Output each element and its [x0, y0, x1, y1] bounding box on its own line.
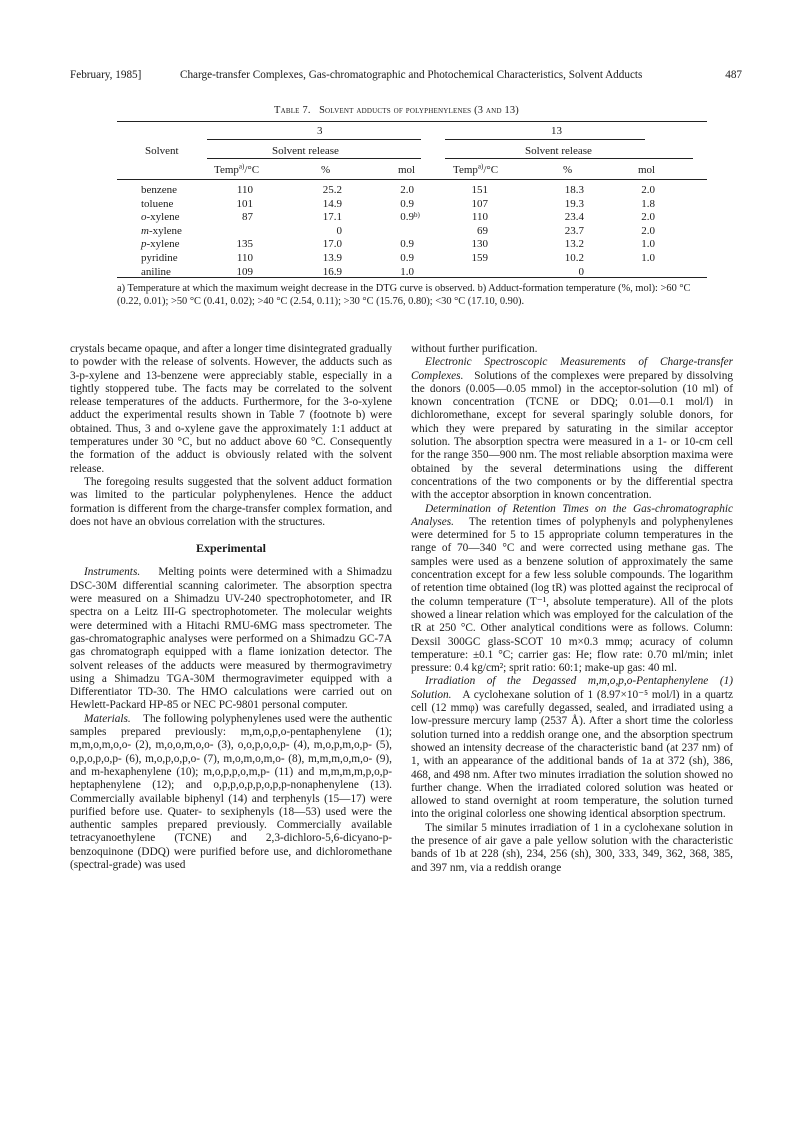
col-mol13: mol [638, 164, 656, 176]
left-paragraph-1: crystals became opaque, and after a longer time disintegrated gradually to powder with the release of solvents. However, the adducts such as 3-p-xylene and 13-benzene were appreciably stable, especially in a tightly stoppered tube. The facts may be correlated to the solvent release temperatures of the adducts. Furthermore, for the 3-o-xylene adduct the experimental results shown in Table 7 (footnote b) were obtained. Thus, 3 and o-xylene gave the approximately 1:1 adduct at temperatures under 30 °C, but no adduct above 60 °C. Consequently the formation of the adduct is obviously related with the solvent release. [70, 343, 392, 475]
table-cell-solvent: toluene [141, 197, 174, 210]
table-cell-t3: 87 [242, 211, 253, 224]
table-cell-t3: 101 [236, 197, 253, 210]
table-cell-p3: 13.9 [322, 252, 342, 264]
col-solvent-header: Solvent [145, 145, 179, 157]
table-cell-m3: 2.0 [400, 184, 414, 196]
irradiation-paragraph: Irradiation of the Degassed m,m,o,p,o-Pentaphenylene (1) Solution. A cyclohexane solution of 1 (8.97×10⁻⁵ mol/l) in a quartz cell (12 mmφ) was carefully degassed, sealed, and irradiated using a low-pressure mercury lamp (2537 Å). After a short time the colorless solution turned into a reddish orange one, and the absorption spectrum showed an intensity decrease of the characteristic band (at 237 nm) of 1, with an appearance of the additional bands of 1a at 372 (sh), 386, 468, and 498 nm. After two minutes irradiation the solution showed no further change. When the irradiated colored solution was heated or allowed to stand overnight at room temperature, the solution turned into the original colorless one showing identical absorption spectrum. [411, 675, 733, 821]
right-column [411, 343, 733, 875]
table-title: Solvent adducts of polyphenylenes (3 and 13) [319, 105, 519, 116]
col-temp3: Temp$^{a)}$/°C [214, 162, 260, 176]
table-cell-t13: 69 [477, 224, 488, 237]
table-cell-t13: 107 [471, 197, 488, 210]
table-cell-solvent: benzene [141, 184, 178, 196]
table-row [117, 184, 717, 197]
group13-header: 13 [551, 125, 562, 137]
section-heading: Experimental [196, 541, 266, 556]
table-footnote: a) Temperature at which the maximum weight decrease in the DTG curve is observed. b) Adduct-formation temperature (%, mol): >60 °C (0.22, 0.01); >50 °C (0.41, 0.02); >40 °C (2.54, 0.11); >30 °C (15.76, 0.80); <30 °C (17.10, 0.90). [117, 283, 691, 307]
table-cell-m13: 2.0 [641, 224, 655, 237]
col-mol3: mol [398, 164, 416, 176]
table-row [117, 238, 717, 251]
group3-header: 3 [317, 125, 323, 137]
table-row [117, 198, 717, 211]
table-cell-m13: 2.0 [641, 184, 655, 196]
table-cell-solvent: pyridine [141, 252, 178, 264]
table-cell-m13: 1.8 [641, 197, 655, 210]
table-cell-p13: 18.3 [564, 184, 584, 196]
table-cell-t13: 151 [471, 184, 488, 196]
table-cell-p3: 17.1 [322, 211, 342, 224]
release13-header: Solvent release [525, 145, 592, 157]
table-cell-m3: 1.0 [400, 265, 414, 278]
page-number: 487 [725, 69, 742, 81]
table-cell-m3: 0.9 [400, 197, 414, 210]
table-row [117, 211, 717, 224]
table-cell-p13: 23.4 [564, 211, 584, 224]
table-cell-t3: 109 [236, 265, 253, 278]
table-cell-t13: 110 [471, 211, 488, 224]
table-cell-m3: 0.9 b) [400, 211, 420, 224]
table-row [117, 266, 717, 279]
table-cell-m13: 1.0 [641, 252, 655, 264]
table-cell-p3: 17.0 [322, 238, 342, 251]
release3-header: Solvent release [272, 145, 339, 157]
table-cell-p13: 13.2 [564, 238, 584, 251]
header-date: February, 1985] [70, 69, 142, 81]
electronic-spectra-paragraph: Electronic Spectroscopic Measurements of Charge-transfer Complexes. Solutions of the complexes were prepared by dissolving the donors (0.005—0.05 mmol) in the acceptor-solution (10 ml) of known concentration (TCNE or DDQ; 0.01—0.1 mol/l) in dichloromethane, except for several sparingly soluble donors, for which they were prepared by saturating in the similar acceptor solution. The absorption spectra were measured in a 1- or 10-cm cell for the range 350—900 nm. The most reliable absorption maxima were obtained by the several determinations using the different concentrations of the two components or by the differential spectra with the acceptor absorption in known concentration. [411, 356, 733, 502]
retention-times-paragraph: Determination of Retention Times on the Gas-chromatographic Analyses. The retention times of polyphenyls and polyphenylenes were determined for 5 to 15 appropriate column temperatures in the range of 70—340 °C and were corrected using methane gas. The samples were used as a benzene solution of approximately the same concentration except for a few less soluble compounds. The logarithm of retention time obtained (log tR) was plotted against the reciprocal of the column temperature (T⁻¹, absolute temperature). All of the plots showed a linear relation which was employed for the calculation of the tR at 250 °C. Other analytical conditions were as follows. Column: Dexsil 300GC glass-SCOT 10 m×0.3 mmφ; acuracy of column temperature: ±0.1 °C; carrier gas: He; flow rate: 0.70 ml/min; inlet pressure: 0.4 kg/cm²; sprit ratio: 60:1; make-up gas: 40 ml. [411, 502, 733, 675]
table-cell-solvent: p-xylene [141, 238, 180, 251]
table-cell-m13: 1.0 [641, 238, 655, 251]
table-cell-t3: 135 [236, 238, 253, 251]
left-column [70, 343, 392, 872]
instruments-paragraph: Instruments. Melting points were determined with a Shimadzu DSC-30M differential scanning calorimeter. The absorption spectra were measured on a Shimadzu UV-240 spectrophotometer, and IR spectra on a Leitz III-G spectrophotometer. The molecular weights were determined with a Hitachi RMU-6MG mass spectrometer. The gas-chromatographic analyses were performed on a Shimadzu GC-7A gas chromatograph equipped with a flame ionization detector. The solvent releases of the adducts were measured by thermogravimetry using a Shimadzu TGA-30M thermogravimeter equipped with a Differentiator TD-30. The HMO calculations were carried out on Hewlett-Packard HP-85 or NEC PC-9801 personal computer. [70, 566, 392, 712]
materials-paragraph: Materials. The following polyphenylenes used were the authentic samples prepared previously: m,m,o,p,o-pentaphenylene (1); m,m,o,m,o,o- (2), m,o,o,m,o,o- (3), o,o,p,o,o,p- (4), m,o,p,m,o,p- (5), o,p,o,p,o,p- (6), m,o,p,o,p,o- (7), m,o,m,o,m,o- (8), m,m,m,o,m,o- (9), and m-hexaphenylene (10); m,o,p,p,o,m,p- (11) and m,m,m,m,p,o,p-heptaphenylene (12); and o,p,p,o,p,p,o,p,p-nonaphenylene (13). Commercially available biphenyl (14) and terphenyls (15—17) were purified before use. Quater- to sexiphenyls (18—53) used were the authentic samples prepared previously. Commercially available tetracyanoethylene (TCNE) and 2,3-dichloro-5,6-dicyano-p-benzoquinone (DDQ) were purified before use, and dichloromethane (spectral-grade) was used [70, 712, 393, 871]
table-cell-p13: 19.3 [564, 197, 584, 210]
running-header [70, 69, 742, 85]
table-row [117, 225, 717, 238]
table-cell-p3: 25.2 [322, 184, 342, 196]
data-table [117, 121, 707, 281]
table-cell-t3: 110 [236, 252, 253, 264]
right-last-paragraph: The similar 5 minutes irradiation of 1 in a cyclohexane solution in the presence of air gave a pale yellow solution with the characteristic bands of 1b at 228 (sh), 234, 256 (sh), 300, 333, 349, 362, 368, 385, and 397 nm, via a reddish orange [411, 821, 733, 874]
left-paragraph-2: The foregoing results suggested that the solvent adduct formation was limited to the particular polyphenylenes. Hence the adduct formation is different from the charge-transfer complex formation, and does not have an obvious correlation with the structures. [70, 475, 392, 528]
header-title: Charge-transfer Complexes, Gas-chromatographic and Photochemical Characteristics, Solvent Adducts [180, 69, 643, 81]
table-label: Table 7. [274, 105, 311, 116]
table-row [117, 252, 717, 265]
table-body [117, 184, 707, 279]
table-cell-t13: 159 [471, 252, 488, 264]
table-cell-solvent: m-xylene [141, 224, 182, 237]
col-pct3: % [321, 164, 331, 176]
table-cell-p13: 23.7 [564, 224, 584, 237]
table-caption [0, 105, 793, 116]
table-cell-m3: 0.9 [400, 252, 414, 264]
col-temp13: Temp$^{a)}$/°C [453, 162, 499, 176]
col-pct13: % [563, 164, 573, 176]
table-cell-p3: 0 [336, 224, 342, 237]
table-cell-solvent: aniline [141, 265, 171, 278]
table-cell-p13: 10.2 [564, 252, 584, 264]
table-cell-m3: 0.9 [400, 238, 414, 251]
table-cell-solvent: o-xylene [141, 211, 180, 224]
table-cell-p3: 16.9 [322, 265, 342, 278]
table-cell-t13: 130 [471, 238, 488, 251]
right-paragraph-0: without further purification. [411, 343, 538, 355]
table-cell-p3: 14.9 [322, 197, 342, 210]
table-cell-p13: 0 [578, 265, 584, 278]
table-cell-t3: 110 [236, 184, 253, 196]
table-cell-m13: 2.0 [641, 211, 655, 224]
